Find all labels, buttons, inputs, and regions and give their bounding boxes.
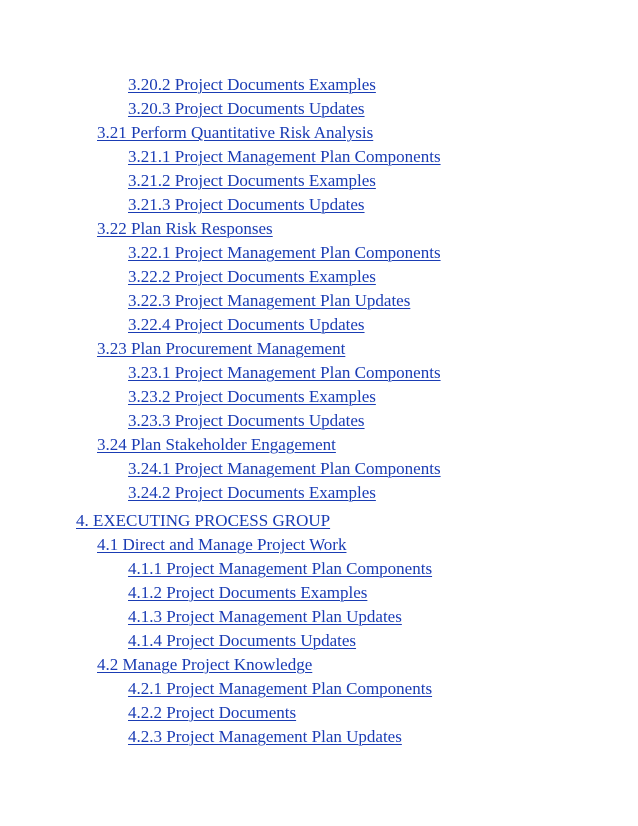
toc-entry-level-3 bbox=[0, 457, 638, 481]
table-of-contents bbox=[0, 73, 638, 749]
toc-entry-level-3 bbox=[0, 605, 638, 629]
toc-link[interactable]: 3.22.3 Project Management Plan Updates bbox=[128, 291, 411, 310]
toc-entry-level-3 bbox=[0, 385, 638, 409]
toc-entry-level-3 bbox=[0, 701, 638, 725]
toc-entry-level-3 bbox=[0, 409, 638, 433]
toc-entry-level-3 bbox=[0, 145, 638, 169]
toc-entry-level-3 bbox=[0, 241, 638, 265]
toc-link[interactable]: 4.2.2 Project Documents bbox=[128, 703, 297, 722]
toc-entry-level-3 bbox=[0, 481, 638, 505]
toc-entry-level-3 bbox=[0, 361, 638, 385]
toc-link[interactable]: 3.22.1 Project Management Plan Components bbox=[128, 243, 441, 262]
toc-link[interactable]: 4.1.2 Project Documents Examples bbox=[128, 583, 368, 602]
toc-link[interactable]: 3.21.1 Project Management Plan Components bbox=[128, 147, 441, 166]
toc-entry-level-3 bbox=[0, 289, 638, 313]
toc-entry-level-2 bbox=[0, 121, 638, 145]
toc-link[interactable]: 3.21.3 Project Documents Updates bbox=[128, 195, 365, 214]
toc-link[interactable]: 3.22.2 Project Documents Examples bbox=[128, 267, 376, 286]
toc-entry-level-2 bbox=[0, 337, 638, 361]
toc-link[interactable]: 3.20.2 Project Documents Examples bbox=[128, 75, 376, 94]
toc-link[interactable]: 4. EXECUTING PROCESS GROUP bbox=[76, 511, 331, 530]
toc-entry-level-3 bbox=[0, 73, 638, 97]
toc-link[interactable]: 4.2.3 Project Management Plan Updates bbox=[128, 727, 402, 746]
toc-entry-level-3 bbox=[0, 629, 638, 653]
toc-link[interactable]: 4.1.1 Project Management Plan Components bbox=[128, 559, 433, 578]
toc-entry-level-3 bbox=[0, 97, 638, 121]
toc-entry-level-2 bbox=[0, 533, 638, 557]
toc-link[interactable]: 3.21.2 Project Documents Examples bbox=[128, 171, 376, 190]
toc-link[interactable]: 3.24.1 Project Management Plan Components bbox=[128, 459, 441, 478]
toc-link[interactable]: 3.23 Plan Procurement Management bbox=[97, 339, 346, 358]
toc-link[interactable]: 3.23.1 Project Management Plan Components bbox=[128, 363, 441, 382]
toc-link[interactable]: 4.2 Manage Project Knowledge bbox=[97, 655, 313, 674]
toc-link[interactable]: 4.1.4 Project Documents Updates bbox=[128, 631, 357, 650]
toc-entry-level-2 bbox=[0, 217, 638, 241]
toc-entry-level-3 bbox=[0, 677, 638, 701]
toc-entry-level-3 bbox=[0, 265, 638, 289]
toc-link[interactable]: 3.22 Plan Risk Responses bbox=[97, 219, 273, 238]
toc-link[interactable]: 4.1.3 Project Management Plan Updates bbox=[128, 607, 402, 626]
toc-link[interactable]: 3.22.4 Project Documents Updates bbox=[128, 315, 365, 334]
toc-entry-level-3 bbox=[0, 169, 638, 193]
toc-entry-level-2 bbox=[0, 653, 638, 677]
toc-link[interactable]: 3.24.2 Project Documents Examples bbox=[128, 483, 376, 502]
toc-link[interactable]: 3.23.3 Project Documents Updates bbox=[128, 411, 365, 430]
toc-entry-level-3 bbox=[0, 313, 638, 337]
toc-entry-level-2 bbox=[0, 433, 638, 457]
toc-entry-level-3 bbox=[0, 557, 638, 581]
toc-entry-level-1 bbox=[0, 509, 638, 533]
toc-link[interactable]: 4.1 Direct and Manage Project Work bbox=[97, 535, 347, 554]
toc-entry-level-3 bbox=[0, 193, 638, 217]
toc-link[interactable]: 3.23.2 Project Documents Examples bbox=[128, 387, 376, 406]
toc-link[interactable]: 3.20.3 Project Documents Updates bbox=[128, 99, 365, 118]
toc-entry-level-3 bbox=[0, 581, 638, 605]
toc-link[interactable]: 4.2.1 Project Management Plan Components bbox=[128, 679, 433, 698]
toc-link[interactable]: 3.21 Perform Quantitative Risk Analysis bbox=[97, 123, 374, 142]
toc-entry-level-3 bbox=[0, 725, 638, 749]
toc-link[interactable]: 3.24 Plan Stakeholder Engagement bbox=[97, 435, 336, 454]
